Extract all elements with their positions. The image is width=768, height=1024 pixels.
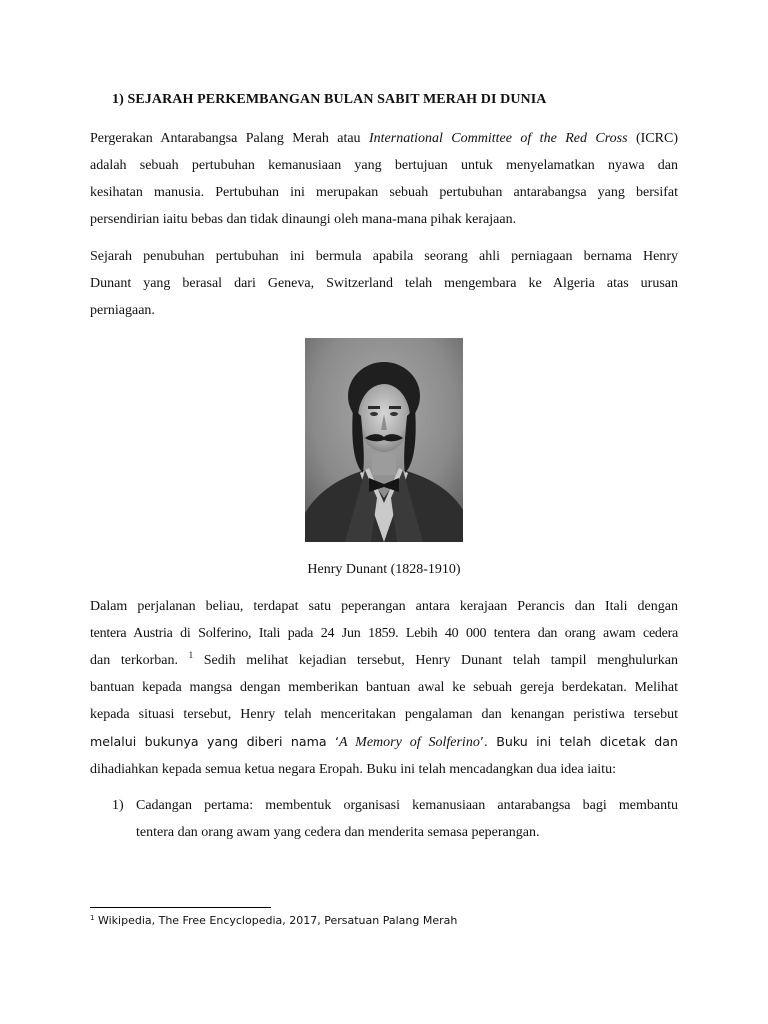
- footnote-ref[interactable]: 1: [188, 650, 194, 660]
- paragraph-line: Cadangan pertama: membentuk organisasi kemanusiaan antarabangsa bagi membantu: [136, 798, 678, 813]
- footnote-divider: [90, 907, 271, 908]
- paragraph-line: dihadiahkan kepada semua ketua negara Eropah. Buku ini telah mencadangkan dua idea iaitu:: [90, 762, 616, 777]
- paragraph-line: [90, 728, 678, 756]
- paragraph-line: Dalam perjalanan beliau, terdapat satu peperangan antara kerajaan Perancis dan Itali dengan: [90, 599, 678, 614]
- paragraph-line: adalah sebuah pertubuhan kemanusiaan yang bertujuan untuk menyelamatkan nyawa dan: [90, 158, 678, 173]
- paragraph-line: [90, 125, 678, 152]
- numbered-list-item: [112, 792, 678, 846]
- paragraph-line: persendirian iaitu bebas dan tidak dinaungi oleh mana-mana pihak kerajaan.: [90, 212, 517, 227]
- paragraph-line: tentera dan orang awam yang cedera dan menderita semasa peperangan.: [136, 825, 540, 840]
- text-run: Sedih melihat kejadian tersebut, Henry Dunant telah tampil menghulurkan: [193, 653, 678, 668]
- paragraph-line: tentera Austria di Solferino, Itali pada 24 Jun 1859. Lebih 40 000 tentera dan orang awam cedera: [90, 626, 678, 641]
- text-run: ’. Buku ini telah dicetak dan: [479, 734, 679, 749]
- list-item-body: [136, 792, 678, 846]
- paragraph-line: perniagaan.: [90, 303, 155, 318]
- footnote: [90, 914, 457, 927]
- paragraph-line: [90, 647, 678, 674]
- paragraph-icrc-intro: [90, 125, 678, 233]
- paragraph-history-start: [90, 243, 678, 324]
- paragraph-line: Sejarah penubuhan pertubuhan ini bermula apabila seorang ahli perniagaan bernama Henry: [90, 249, 678, 264]
- section-heading: 1) SEJARAH PERKEMBANGAN BULAN SABIT MERAH DI DUNIA: [112, 92, 547, 107]
- footnote-text: Wikipedia, The Free Encyclopedia, 2017, Persatuan Palang Merah: [94, 914, 458, 927]
- paragraph-line: kesihatan manusia. Pertubuhan ini merupakan sebuah pertubuhan antarabangsa yang bersifat: [90, 185, 678, 200]
- italic-book-title: A Memory of Solferino: [338, 735, 480, 750]
- text-run: Pergerakan Antarabangsa Palang Merah atau: [90, 131, 369, 146]
- text-run: (ICRC): [627, 131, 678, 146]
- paragraph-line: bantuan kepada mangsa dengan memberikan bantuan awal ke sebuah gereja berdekatan. Melihat: [90, 680, 678, 695]
- paragraph-line: Dunant yang berasal dari Geneva, Switzerland telah mengembara ke Algeria atas urusan: [90, 276, 678, 291]
- list-number: 1): [112, 798, 124, 813]
- text-run: dan terkorban.: [90, 653, 189, 668]
- paragraph-line: kepada situasi tersebut, Henry telah menceritakan pengalaman dan kenangan peristiwa tersebut: [90, 707, 678, 722]
- text-run: melalui bukunya yang diberi nama ‘: [90, 734, 339, 749]
- henry-dunant-portrait: [305, 338, 463, 542]
- footnote-number: 1: [90, 914, 95, 922]
- italic-text: International Committee of the Red Cross: [368, 131, 628, 146]
- paragraph-solferino: [90, 593, 678, 783]
- photo-caption: Henry Dunant (1828-1910): [307, 562, 461, 577]
